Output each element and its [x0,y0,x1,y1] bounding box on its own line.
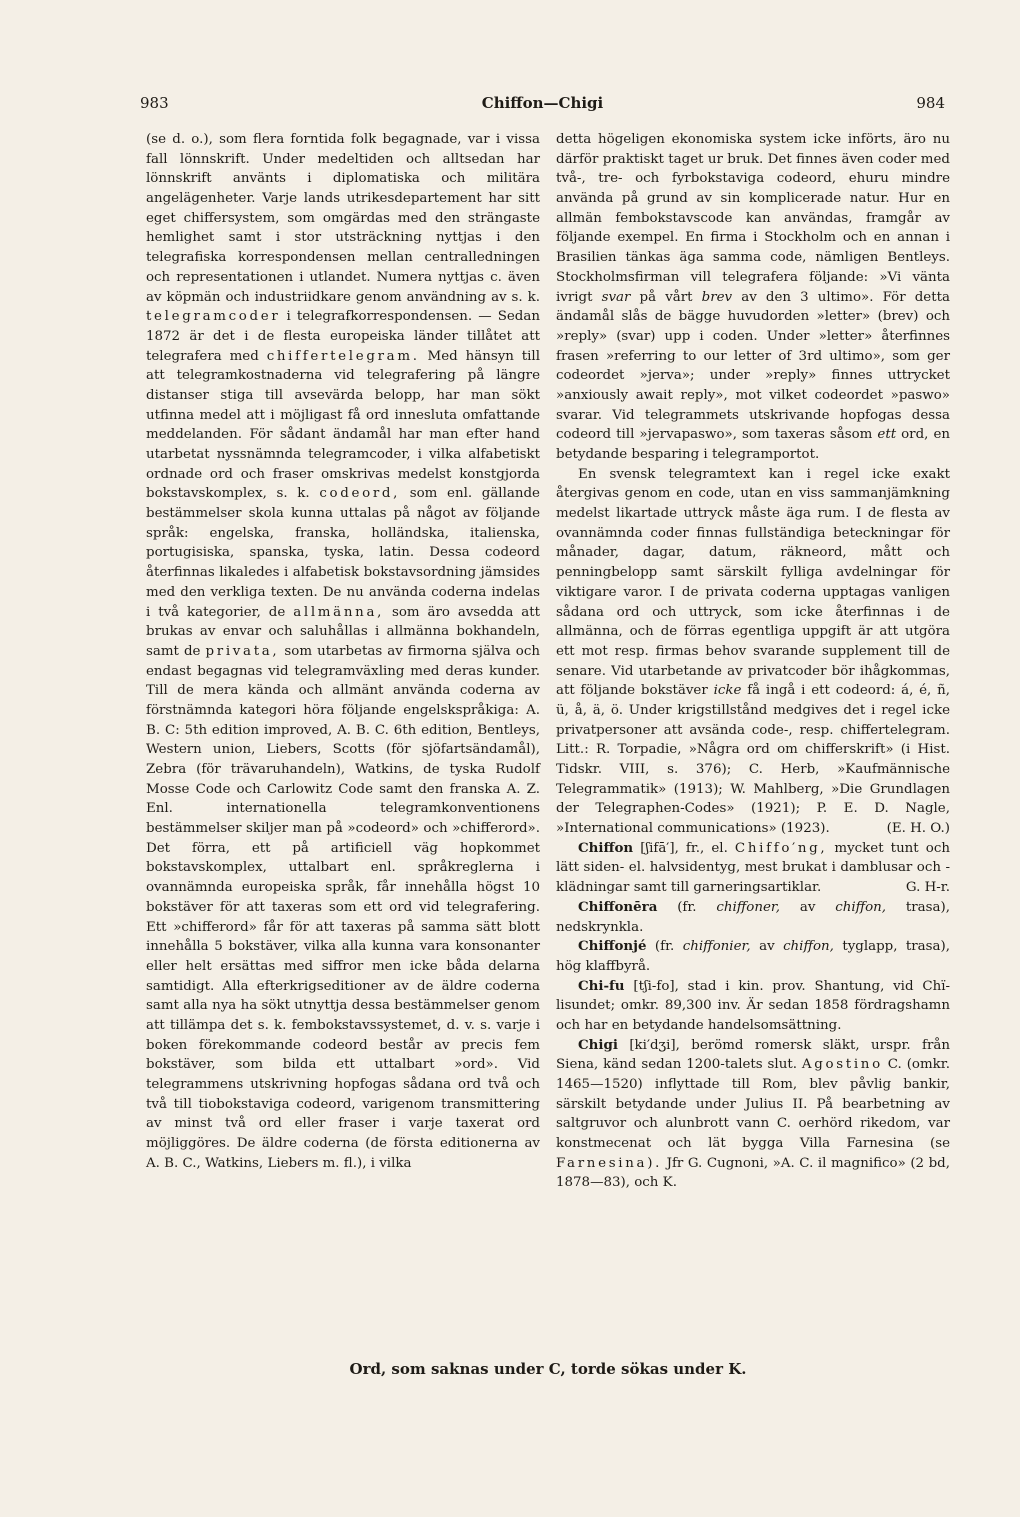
entry-chigi: Chigi [ki′dʒi], berömd romersk släkt, urspr. från Siena, känd sedan 1200-talets slut. Agostino C. (omkr. 1465—1520) inflyttade till Rom, blev påvlig bankir, särskilt betydande under Julius II. På bearbetning av saltgruvor och alunbrott vann C. oerhörd rikedom, var konstmecenat och lät bygga Villa Farnesina (se Farnesina). Jfr G. Cugnoni, »A. C. il magnifico» (2 bd, 1878—83), och K. [556,1036,950,1191]
entry-chiffonje: Chiffonjé (fr. chiffonier, av chiffon, tyglapp, trasa), hög klaffbyrå. [556,938,950,974]
entry-chi-fu: Chi-fu [tʃi-fo], stad i kin. prov. Shantung, vid Chï-lisundet; omkr. 89,300 inv. Är sedan 1858 fördragshamn och har en betydande handelsomsättning. [556,977,950,1033]
chiffer-article-example: detta högeligen ekonomiska system icke införts, äro nu därför praktiskt taget ur bruk. Det finnes även coder med två-, tre- och fyrbokstaviga codeord, ehuru mindre använda på grund av sin komplicerade natur. Hur en allmän fembokstavscode kan användas, framgår av följande exempel. En firma i Stockholm och en annan i Brasilien tänkas äga samma code, nämligen Bentleys. Stockholmsfirman vill telegrafera följande: »Vi vänta ivrigt svar på vårt brev av den 3 ultimo». För detta ändamål slås de bägge huvudorden »letter» (brev) och »reply» (svar) upp i coden. Under »letter» återfinnes frasen »referring to our letter of 3rd ultimo», som ger codeordet »jerva»; under »reply» finnes uttrycket »anxiously await reply», mot vilket codeordet »paswo» svarar. Vid telegrammets utskrivande hopfogas dessa codeord till »jervapaswo», som taxeras såsom ett ord, en betydande besparing i telegramportot. [556,132,951,462]
author-signature: G. H-r. [905,880,950,896]
page-number-right: 984 [916,94,945,112]
running-head: Chiffon—Chigi [481,94,604,112]
page-footer-note: Ord, som saknas under C, torde sökas under K. [349,1360,747,1378]
right-column [556,130,950,1193]
chiffer-article-continued: (se d. o.), som flera forntida folk begagnade, var i vissa fall lönnskrift. Under medeltiden och alltsedan har lönnskrift använts i diplomatiska och militära angelägenheter. Varje lands utrikesdepartement har sitt eget chiffersystem, som omgärdas med den strängaste hemlighet samt i stor utsträckning nyttjas i den telegrafiska korrespondensen mellan centralledningen och representationen i utlandet. Numera nyttjas c. även av köpmän och industriidkare genom användning av s. k. telegramcoder i telegrafkorrespondensen. — Sedan 1872 är det i de flesta europeiska länder tillåtet att telegrafera med chiffertelegram. Med hänsyn till att telegramkostnaderna vid telegrafering på längre distanser stiga till avsevärda belopp, har man sökt utfinna medel att i möjligast få ord inneslutа omfattande meddelanden. För sådant ändamål har man efter hand utarbetat nyssnämnda telegramcoder, i vilka alfabetiskt ordnade ord och fraser omskrivas medelst konstgjorda bokstavskomplex, s. k. codeord, som enl. gällande bestämmelser skola kunna uttalas på något av följande språk: engelska, franska, holländska, italienska, portugisiska, spanska, tyska, latin. Dessa codeord återfinnas likaledes i alfabetisk bokstavsordning jämsides med den verkliga texten. De nu använda coderna indelas i två kategorier, de allmänna, som äro avsedda att brukas av envar och saluhållas i allmänna bokhandeln, samt de privata, som utarbetas av firmorna själva och endast begagnas vid telegramväxling med deras kunder. Till de mera kända och allmänt använda coderna av förstnämnda kategori höra följande engelskspråkiga: A. B. C: 5th edition improved, A. B. C. 6th edition, Bentleys, Western union, Liebers, Scotts (för sjöfartsändamål), Zebra (för trävaruhandeln), Watkins, de tyska Rudolf Mosse Code och Carlowitz Code samt den franska A. Z. Enl. internationella telegramkonventionens bestämmelser skiljer man på »codeord» och »chifferord». Det förra, ett på artificiell väg hopkommet bokstavskomplex, uttalbart enl. språkreglerna i ovannämnda europeiska språk, får innehålla högst 10 bokstäver för att taxeras som ett ord vid telegrafering. Ett »chifferord» får för att taxeras på samma sätt blott innehålla 5 bokstäver, vilka alla kunna vara konsonanter eller helt ersättas med siffror men icke båda delarna samtidigt. Alla efterkrigseditioner av de äldre coderna samt alla nya ha sökt utnyttja dessa bestämmelser genom att tillämpa det s. k. fembokstavssystemet, d. v. s. varje i boken förekommande codeord består av precis fem bokstäver, som bilda ett uttalbart »ord». Vid telegrammens utskrivning hopfogas sådana ord två och två till tiobokstaviga codeord, varigenom transmittering av minst två ord eller fraser i varje taxerat ord möjliggöres. De äldre coderna (de första editionerna av A. B. C., Watkins, Liebers m. fl.), i vilka [146,132,540,1171]
entry-chiffon: Chiffon [ʃifā′], fr., el. Chiffo′ng, mycket tunt och lätt siden- el. halvsidentyg, mest brukat i damblusar och -klädningar samt till garneringsartiklar. G. H-r. [556,839,950,898]
page-header [140,94,945,118]
page-number-left: 983 [140,94,169,112]
chiffer-article-swedish-text: En svensk telegramtext kan i regel icke exakt återgivas genom en code, utan en viss sammanjämkning medelst likartade uttryck måste äga rum. I de flesta av ovannämnda coder finnas fullständiga beteckningar för månader, dagar, datum, räkneord, mått och penningbelopp samt särskilt fylliga avdelningar för viktigare varor. I de privata coderna upptagas vanligen sådana ord och uttryck, som icke återfinnas i de allmänna, och de förras egentliga uppgift är att utgöra ett mot resp. firmas behov svarande supplement till de senare. Vid utarbetande av privatcoder bör ihågkommas, att följande bokstäver icke få ingå i ett codeord: á, é, ñ, ü, å, ä, ö. Under krigstillstånd medgives det i regel icke privatpersoner att avsända code-, resp. chiffertelegram. Litt.: R. Torpadie, »Några ord om chifferskrift» (i Hist. Tidskr. VIII, s. 376); C. Herb, »Kaufmännische Telegrammatik» (1913); W. Mahlberg, »Die Grundlagen der Telegraphen-Codes» (1921); P. E. D. Nagle, »International communications» (1923). (E. H. O.) [556,465,950,839]
left-column [146,130,540,1173]
entry-chiffonera: Chiffonēra (fr. chiffoner, av chiffon, trasa), nedskrynkla. [556,898,950,935]
author-signature: (E. H. O.) [886,821,950,837]
